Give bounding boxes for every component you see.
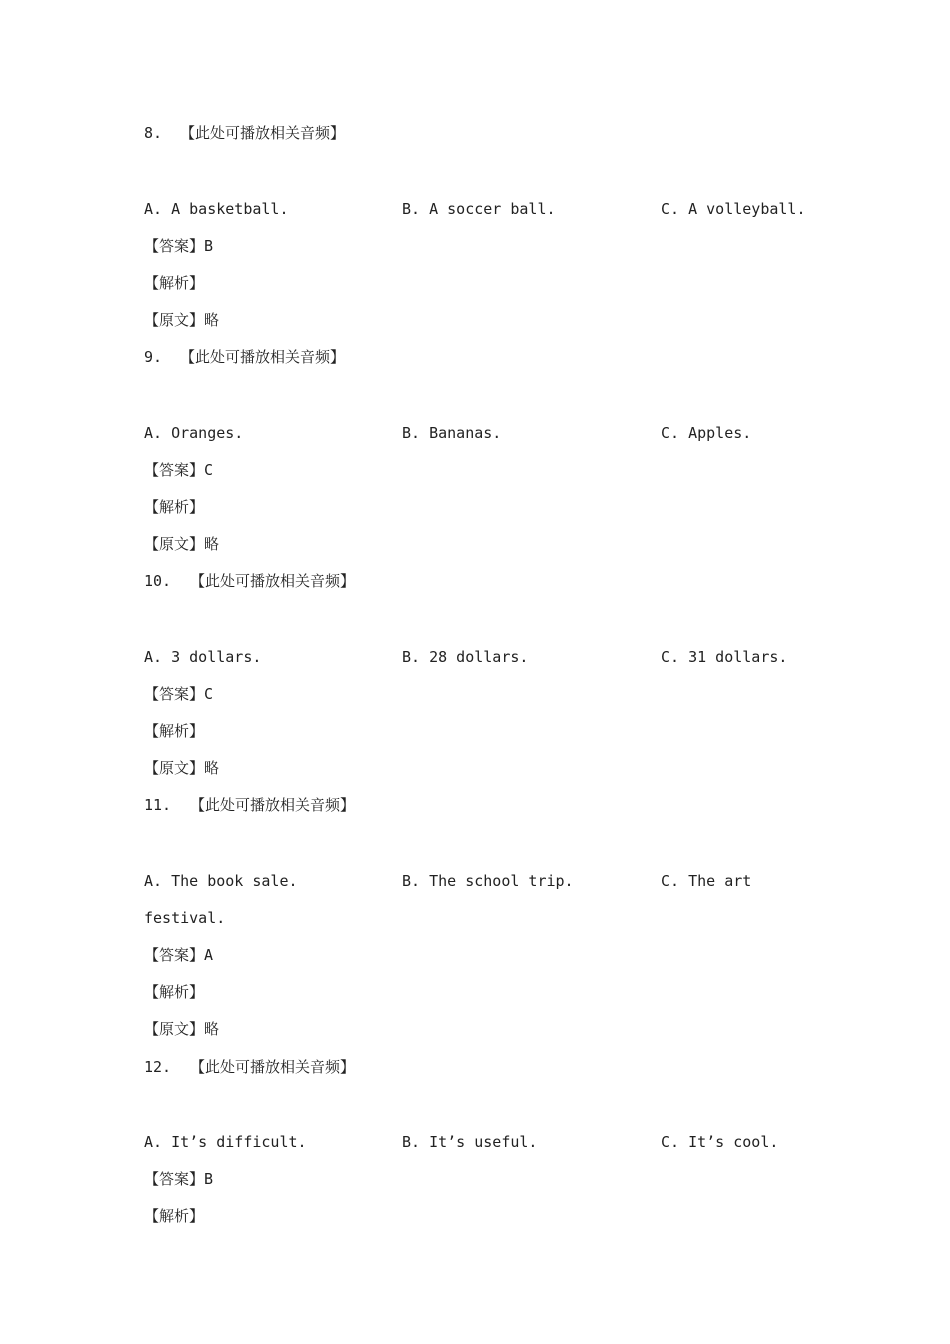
option-c: C. Apples. bbox=[661, 424, 752, 442]
option-c-continued: festival. bbox=[144, 909, 226, 927]
question-number: 9. bbox=[144, 348, 163, 366]
audio-placeholder[interactable]: 【此处可播放相关音频】 bbox=[180, 124, 346, 142]
option-b: B. 28 dollars. bbox=[402, 648, 529, 666]
analysis-label: 【解析】 bbox=[144, 498, 205, 516]
option-c: C. It’s cool. bbox=[661, 1133, 779, 1151]
answer-value: B bbox=[204, 1170, 214, 1188]
audio-placeholder[interactable]: 【此处可播放相关音频】 bbox=[180, 348, 346, 366]
analysis-label: 【解析】 bbox=[144, 722, 205, 740]
original-label: 【原文】 bbox=[144, 535, 205, 553]
question-10-header bbox=[144, 571, 355, 591]
original-line bbox=[144, 1019, 219, 1039]
option-a: A. The book sale. bbox=[144, 872, 298, 890]
question-number: 12. bbox=[144, 1058, 172, 1076]
option-c: C. 31 dollars. bbox=[661, 648, 788, 666]
option-a: A. A basketball. bbox=[144, 200, 289, 218]
answer-label: 【答案】 bbox=[144, 1170, 205, 1188]
question-number: 11. bbox=[144, 796, 172, 814]
question-11-header bbox=[144, 795, 355, 815]
answer-label: 【答案】 bbox=[144, 237, 205, 255]
answer-value: B bbox=[204, 237, 214, 255]
question-number: 10. bbox=[144, 572, 172, 590]
original-line bbox=[144, 534, 219, 554]
option-c: C. A volleyball. bbox=[661, 200, 806, 218]
option-a: A. It’s difficult. bbox=[144, 1133, 307, 1151]
answer-label: 【答案】 bbox=[144, 685, 205, 703]
option-b: B. A soccer ball. bbox=[402, 200, 556, 218]
answer-line bbox=[144, 1169, 213, 1189]
option-a: A. Oranges. bbox=[144, 424, 244, 442]
original-label: 【原文】 bbox=[144, 311, 205, 329]
option-c: C. The art bbox=[661, 872, 752, 890]
original-value: 略 bbox=[204, 311, 220, 329]
audio-placeholder[interactable]: 【此处可播放相关音频】 bbox=[190, 1058, 356, 1076]
question-number: 8. bbox=[144, 124, 163, 142]
analysis-label: 【解析】 bbox=[144, 983, 205, 1001]
audio-placeholder[interactable]: 【此处可播放相关音频】 bbox=[190, 796, 356, 814]
answer-label: 【答案】 bbox=[144, 946, 205, 964]
question-9-header bbox=[144, 347, 345, 367]
answer-value: C bbox=[204, 685, 214, 703]
original-value: 略 bbox=[204, 1020, 220, 1038]
answer-value: C bbox=[204, 461, 214, 479]
option-b: B. The school trip. bbox=[402, 872, 574, 890]
answer-value: A bbox=[204, 946, 214, 964]
original-line bbox=[144, 758, 219, 778]
answer-label: 【答案】 bbox=[144, 461, 205, 479]
answer-line bbox=[144, 945, 213, 965]
option-b: B. It’s useful. bbox=[402, 1133, 538, 1151]
question-12-header bbox=[144, 1057, 355, 1077]
original-line bbox=[144, 310, 219, 330]
question-8-header bbox=[144, 123, 345, 143]
answer-line bbox=[144, 684, 213, 704]
original-value: 略 bbox=[204, 535, 220, 553]
option-b: B. Bananas. bbox=[402, 424, 502, 442]
answer-line bbox=[144, 460, 213, 480]
audio-placeholder[interactable]: 【此处可播放相关音频】 bbox=[190, 572, 356, 590]
option-a: A. 3 dollars. bbox=[144, 648, 262, 666]
original-value: 略 bbox=[204, 759, 220, 777]
answer-line bbox=[144, 236, 213, 256]
original-label: 【原文】 bbox=[144, 1020, 205, 1038]
original-label: 【原文】 bbox=[144, 759, 205, 777]
analysis-label: 【解析】 bbox=[144, 1207, 205, 1225]
analysis-label: 【解析】 bbox=[144, 274, 205, 292]
